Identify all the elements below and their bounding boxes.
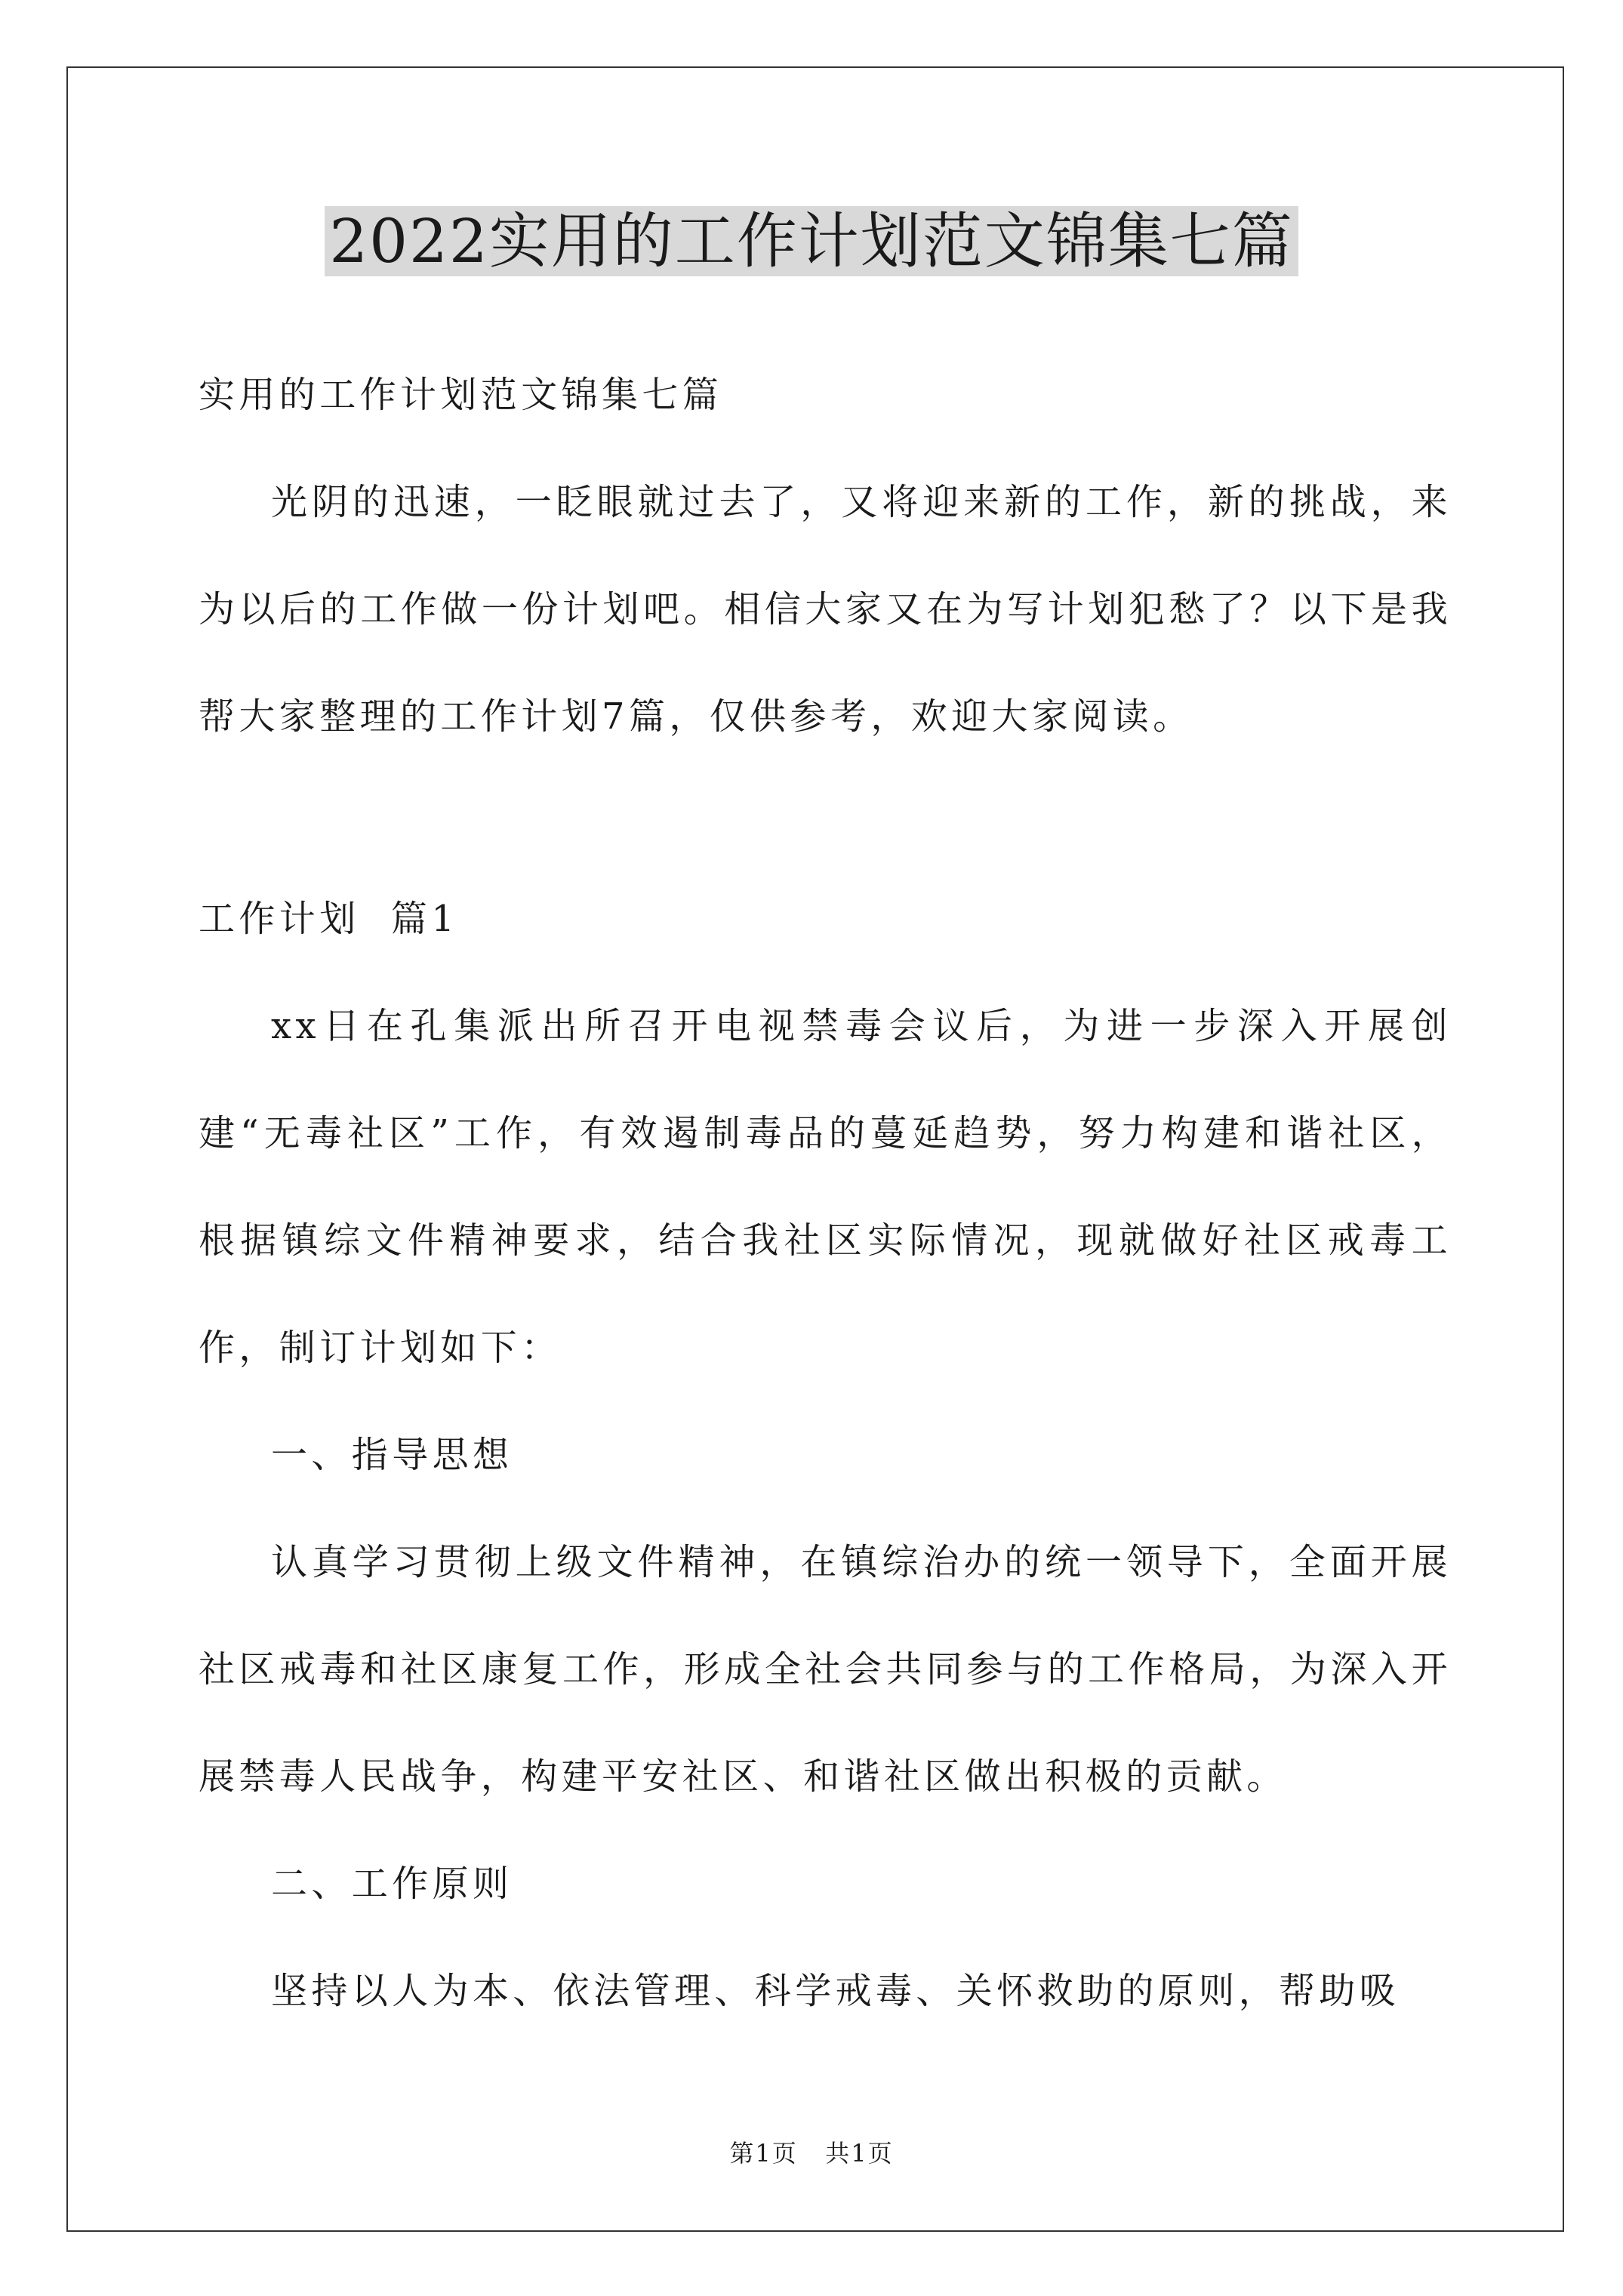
document-subtitle: 实用的工作计划范文锦集七篇 [199, 374, 723, 416]
paragraph-1: xx日在孔集派出所召开电视禁毒会议后，为进一步深入开展创建“无毒社区”工作，有效遏制毒品的蔓延趋势，努力构建和谐社区，根据镇综文件精神要求，结合我社区实际情况，现就做好社区戒毒工作，制订计划如下： [199, 1005, 1452, 1369]
section-heading: 工作计划 篇1 [199, 898, 459, 940]
document-title [0, 200, 1623, 283]
paragraph-2: 认真学习贯彻上级文件精神，在镇综治办的统一领导下，全面开展社区戒毒和社区康复工作，形成全社会共同参与的工作格局，为深入开展禁毒人民战争，构建平安社区、和谐社区做出积极的贡献。 [199, 1541, 1452, 1798]
heading-work-principles: 二、工作原则 [271, 1863, 513, 1905]
document-body [199, 341, 1452, 770]
document-title-text: 2022实用的工作计划范文锦集七篇 [325, 206, 1298, 276]
heading-guiding-ideology: 一、指导思想 [271, 1434, 513, 1476]
intro-paragraph: 光阴的迅速，一眨眼就过去了，又将迎来新的工作，新的挑战，来为以后的工作做一份计划吧。相信大家又在为写计划犯愁了？以下是我帮大家整理的工作计划7篇，仅供参考，欢迎大家阅读。 [199, 481, 1452, 738]
section-1 [199, 865, 1452, 2045]
page-footer: 第1页 共1页 [729, 2139, 894, 2168]
paragraph-3: 坚持以人为本、依法管理、科学戒毒、关怀救助的原则，帮助吸 [271, 1970, 1400, 2012]
